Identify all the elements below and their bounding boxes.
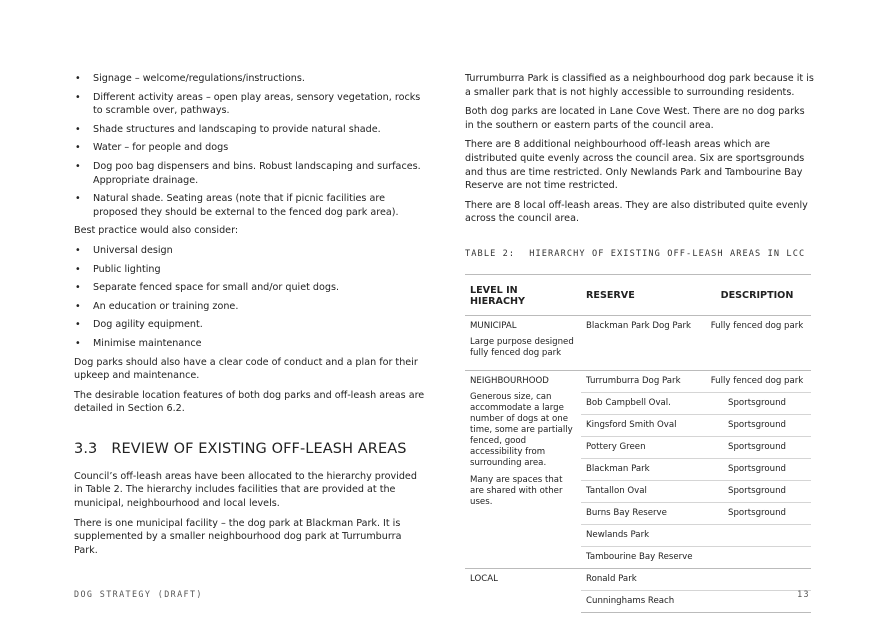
level-cell-neighbourhood (465, 370, 581, 568)
footer-page-number: 13 (797, 589, 810, 599)
bullet-icon: • (75, 123, 81, 135)
level-note: Large purpose designed fully fenced dog park (470, 336, 574, 358)
list-item: • Signage – welcome/regulations/instructions. (75, 73, 305, 84)
table-row (465, 370, 811, 392)
level-note: Generous size, can accommodate a large number of dogs at one time, some are partially fenced, good accessibility from surrounding area. (470, 391, 573, 468)
bullet-icon: • (75, 160, 81, 172)
bullet-icon: • (75, 73, 81, 84)
description-cell: Fully fenced dog park (703, 370, 811, 392)
description-cell: Sportsground (703, 458, 811, 480)
amenities-list (74, 72, 426, 219)
list-item: • Dog agility equipment. (75, 319, 203, 331)
bullet-icon: • (75, 337, 81, 349)
bullet-icon: • (75, 91, 81, 103)
reserve-cell: Turrumburra Dog Park (581, 370, 703, 392)
description-cell (703, 524, 811, 546)
section-title: REVIEW OF EXISTING OFF-LEASH AREAS (111, 440, 407, 457)
right-column (465, 72, 815, 613)
level-name: NEIGHBOURHOOD (470, 375, 549, 386)
reserve-cell: Bob Campbell Oval. (581, 392, 703, 414)
list-item: • Shade structures and landscaping to provide natural shade. (75, 123, 381, 135)
bullet-icon: • (75, 142, 81, 154)
description-cell (703, 546, 811, 568)
table-row (465, 315, 811, 370)
table-label: TABLE 2: (465, 248, 516, 259)
reserve-cell: Burns Bay Reserve (581, 502, 703, 524)
table-title: HIERARCHY OF EXISTING OFF-LEASH AREAS IN LCC (529, 248, 806, 259)
table-row (465, 568, 811, 590)
reserve-cell: Tantallon Oval (581, 480, 703, 502)
bullet-icon: • (75, 319, 81, 331)
description-cell: Fully fenced dog park (703, 315, 811, 370)
reserve-cell: Blackman Park Dog Park (581, 315, 703, 370)
description-cell: Sportsground (703, 392, 811, 414)
best-practice-list (74, 244, 426, 351)
list-item: • Universal design (75, 244, 173, 256)
paragraph-local-areas: There are 8 local off-leash areas. They are also distributed quite evenly across the council area. (465, 199, 808, 225)
table-header-row (465, 274, 811, 315)
description-cell: Sportsground (703, 480, 811, 502)
description-cell: Sportsground (703, 502, 811, 524)
list-item: • An education or training zone. (75, 300, 239, 312)
description-cell (703, 590, 811, 612)
bullet-icon: • (75, 244, 81, 256)
paragraph-municipal: There is one municipal facility – the dog park at Blackman Park. It is supplemented by a smaller neighbourhood dog park at Turrumburra Park. (74, 517, 402, 556)
reserve-cell: Blackman Park (581, 458, 703, 480)
level-name: MUNICIPAL (470, 320, 517, 331)
list-item: • Water – for people and dogs (75, 142, 229, 154)
reserve-cell: Ronald Park (581, 568, 703, 590)
level-cell-local (465, 568, 581, 612)
bullet-icon: • (75, 282, 81, 294)
paragraph-location-dog-parks: Both dog parks are located in Lane Cove West. There are no dog parks in the southern or eastern parts of the council area. (465, 106, 805, 131)
reserve-cell: Newlands Park (581, 524, 703, 546)
section-number: 3.3 (74, 440, 98, 457)
reserve-cell: Pottery Green (581, 436, 703, 458)
list-item: • Natural shade. Seating areas (note that if picnic facilities are proposed they should be external to the fenced dog park area). (75, 193, 399, 218)
level-cell-municipal (465, 315, 581, 370)
best-practice-intro: Best practice would also consider: (74, 225, 239, 237)
table-caption (465, 248, 815, 262)
level-name: LOCAL (470, 573, 498, 584)
list-item: • Dog poo bag dispensers and bins. Robust landscaping and surfaces. Appropriate drainage. (75, 160, 421, 186)
footer-document-title: DOG STRATEGY (DRAFT) (74, 589, 203, 599)
header-reserve: RESERVE (581, 274, 703, 315)
hierarchy-table (465, 274, 811, 613)
level-note: Many are spaces that are shared with other uses. (470, 474, 563, 507)
description-cell (703, 568, 811, 590)
bullet-icon: • (75, 300, 81, 312)
description-cell: Sportsground (703, 414, 811, 436)
reserve-cell: Tambourine Bay Reserve (581, 546, 703, 568)
header-description: DESCRIPTION (703, 274, 811, 315)
list-item: • Separate fenced space for small and/or quiet dogs. (75, 282, 340, 294)
list-item: • Minimise maintenance (75, 337, 202, 349)
list-item: • Different activity areas – open play areas, sensory vegetation, rocks to scramble over, pathways. (75, 91, 421, 117)
paragraph-neighbourhood-areas: There are 8 additional neighbourhood off-leash areas which are distributed quite evenly across the council area. Six are sportsgrounds and thus are time restricted. Only Newlands Park and Tambourine Bay Reserve are not time restricted. (465, 139, 805, 192)
reserve-cell: Kingsford Smith Oval (581, 414, 703, 436)
left-column (74, 72, 426, 563)
header-level: LEVEL IN HIERACHY (465, 274, 581, 315)
bullet-icon: • (75, 263, 81, 275)
reserve-cell: Cunninghams Reach (581, 590, 703, 612)
paragraph-hierarchy: Council’s off-leash areas have been allocated to the hierarchy provided in Table 2. The hierarchy includes facilities that are provided at the municipal, neighbourhood and local levels. (74, 470, 417, 510)
description-cell: Sportsground (703, 436, 811, 458)
paragraph-location: The desirable location features of both dog parks and off-leash areas are detailed in Section 6.2. (74, 389, 425, 415)
paragraph-conduct: Dog parks should also have a clear code of conduct and a plan for their upkeep and maintenance. (74, 356, 418, 382)
paragraph-turrumburra: Turrumburra Park is classified as a neighbourhood dog park because it is a smaller park that is not highly accessible to surrounding residents. (465, 73, 814, 98)
section-heading (74, 440, 426, 458)
list-item: • Public lighting (75, 263, 161, 275)
bullet-icon: • (75, 193, 81, 205)
